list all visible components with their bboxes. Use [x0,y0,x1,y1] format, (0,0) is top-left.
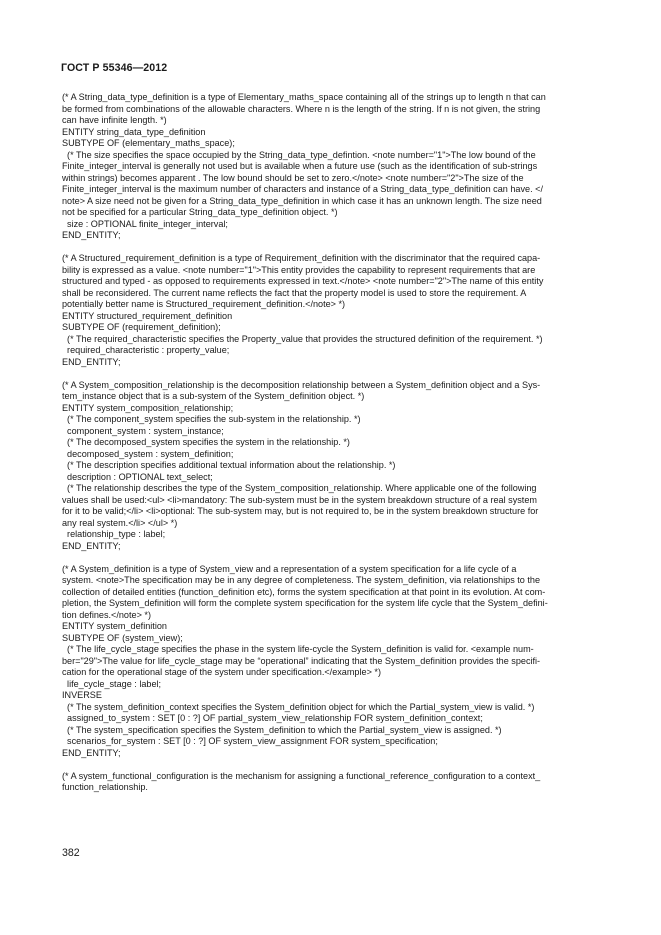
text-line: component_system : system_instance; [62,425,224,436]
text-line: pletion, the System_definition will form the complete system specification for the system life cycle that the System_defini- [62,598,548,608]
text-line: ber="29">The value for life_cycle_stage may be “operational” indicating that the System_definition provides the specifi- [62,655,541,666]
text-line: required_characteristic : property_value; [62,345,230,355]
text-line: can have infinite length. *) [62,115,167,125]
text-line: ENTITY string_data_type_definition [62,126,206,137]
text-line: collection of detailed entities (function_definition etc), forms the system specification at that point in its evolution. At com- [62,586,546,597]
text-line: (* The system_specification specifies the System_definition to which the Partial_system_view is assigned. *) [62,724,502,735]
text-line: SUBTYPE OF (requirement_definition); [62,322,221,332]
text-line: structured and typed - as opposed to requirements expressed in text.</note> <note number="2">The name of this entity [62,276,544,286]
text-line: (* The life_cycle_stage specifies the phase in the system life-cycle the System_definition is valid for. <example num- [62,644,534,654]
entity-block [62,380,600,553]
text-line: (* The decomposed_system specifies the system in the relationship. *) [62,437,350,447]
text-line: be formed from combinations of the allowable characters. Where n is the length of the string. If n is not given, the string [62,103,541,114]
text-line: (* The relationship describes the type of the System_composition_relationship. Where applicable one of the following [62,483,537,493]
paragraph-gap [62,552,600,564]
text-line: function_relationship. [62,782,148,792]
text-line: within strings) becomes apparent . The low bound should be set to zero.</note> <note number="2">The size of the [62,172,524,183]
text-line: Finite_integer_interval is the maximum number of characters and instance of a String_data_type_definition can have. </ [62,184,543,194]
text-line: potentially better name is Structured_requirement_definition.</note> *) [62,299,346,309]
document-body [62,92,600,794]
text-line: description : OPTIONAL text_select; [62,471,213,482]
entity-block [62,253,600,368]
text-line: ENTITY system_definition [62,621,167,631]
text-line: note> A size need not be given for a String_data_type_definition in which case it has an unknown length. The size need [62,195,542,206]
entity-block [62,771,600,794]
text-line: (* The description specifies additional textual information about the relationship. *) [62,460,396,470]
text-line: INVERSE [62,690,102,700]
text-line: values shall be used:<ul> <li>mandatory: The sub-system must be in the system breakdown structure of a real system [62,494,537,505]
text-line: not be specified for a particular String_data_type_definition object. *) [62,207,338,217]
text-line: (* A Structured_requirement_definition is a type of Requirement_definition with the discriminator that the required capa- [62,253,541,263]
text-line: END_ENTITY; [62,356,121,367]
text-line: END_ENTITY; [62,540,121,551]
page-header: ГОСТ Р 55346—2012 [61,62,168,74]
text-line: (* A String_data_type_definition is a type of Elementary_maths_space containing all of the strings up to length n that can [62,92,546,102]
text-line: relationship_type : label; [62,529,166,539]
text-line: bility is expressed as a value. <note number="1">This entity provides the capability to represent requirements that are [62,264,536,275]
text-line: (* The required_characteristic specifies the Property_value that provides the structured definition of the requirement. *) [62,333,543,344]
paragraph-gap [62,242,600,254]
text-line: (* The system_definition_context specifies the System_definition object for which the Partial_system_view is valid. *) [62,701,535,712]
text-line: life_cycle_stage : label; [62,678,162,689]
text-line: (* A System_definition is a type of System_view and a representation of a system specification for a life cycle of a [62,563,517,574]
text-line: END_ENTITY; [62,230,121,240]
text-line: size : OPTIONAL finite_integer_interval; [62,218,228,229]
text-line: ENTITY system_composition_relationship; [62,402,234,413]
text-line: SUBTYPE OF (elementary_maths_space); [62,138,235,148]
text-line: decomposed_system : system_definition; [62,448,234,459]
text-line: (* A System_composition_relationship is the decomposition relationship between a System_definition object and a Sys- [62,379,541,390]
text-line: any real system.</li> </ul> *) [62,517,178,528]
text-line: SUBTYPE OF (system_view); [62,632,183,643]
text-line: tem_instance object that is a sub-system of the System_definition object. *) [62,391,365,401]
text-line: cation for the operational stage of the system under specification.</example> *) [62,667,381,677]
text-line: Finite_integer_interval is generally not used but is available when a future use (such as the identification of sub-strings [62,161,538,171]
paragraph-gap [62,759,600,771]
text-line: system. <note>The specification may be in any degree of completeness. The system_definition, via relationships to the [62,575,541,585]
text-line: (* The component_system specifies the sub-system in the relationship. *) [62,414,361,424]
text-line: (* The size specifies the space occupied by the String_data_type_defintion. <note number="1">The low bound of the [62,149,536,160]
text-line: tion defines.</note> *) [62,609,151,620]
entity-block [62,92,600,242]
text-line: assigned_to_system : SET [0 : ?] OF partial_system_view_relationship FOR system_definition_context; [62,713,483,723]
paragraph-gap [62,368,600,380]
text-line: scenarios_for_system : SET [0 : ?] OF system_view_assignment FOR system_specification; [62,736,438,746]
entity-block [62,564,600,760]
text-line: (* A system_functional_configuration is the mechanism for assigning a functional_reference_configuration to a context_ [62,770,541,781]
text-line: shall be reconsidered. The current name reflects the fact that the property model is used to store the requirement. A [62,287,527,298]
text-line: for it to be valid;</li> <li>optional: The sub-system may, but is not required to, be in the system breakdown structure for [62,506,539,516]
text-line: ENTITY structured_requirement_definition [62,310,233,321]
page-number: 382 [62,847,80,859]
text-line: END_ENTITY; [62,747,121,758]
